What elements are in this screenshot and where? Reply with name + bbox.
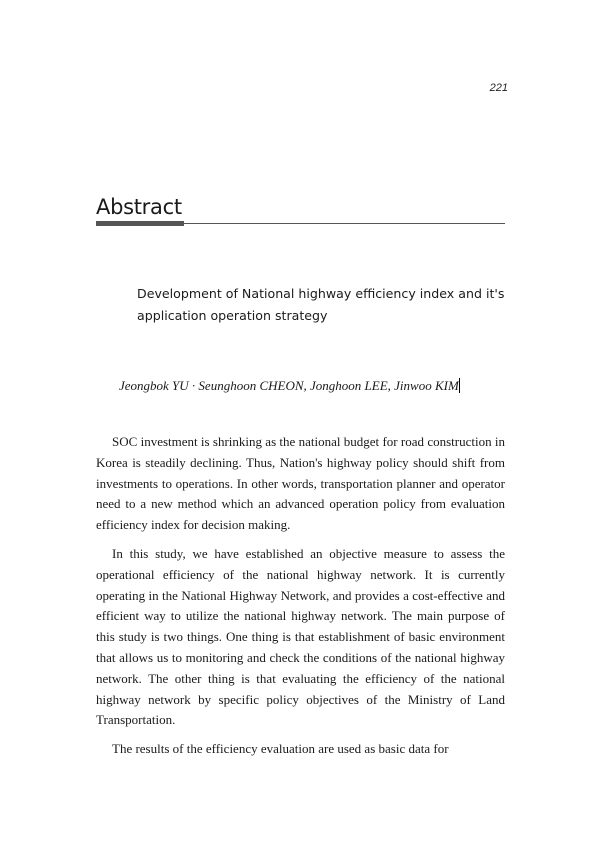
abstract-paragraph: The results of the efficiency evaluation are used as basic data for	[112, 741, 449, 757]
text-cursor	[459, 378, 460, 393]
author-line	[119, 378, 505, 394]
abstract-heading: Abstract	[96, 195, 182, 219]
heading-rule-accent	[96, 221, 184, 226]
paper-title: Development of National highway efficiency index and it's application operation strategy	[137, 286, 505, 323]
abstract-paragraph: SOC investment is shrinking as the national budget for road construction in Korea is steadily declining. Thus, Nation's highway policy should shift from investments to operations. In other words, transportation planner and operator need to a new method which an advanced operation policy from evaluation efficiency index for decision making.	[96, 434, 505, 533]
page-number: 221	[489, 82, 508, 94]
abstract-paragraph: In this study, we have established an objective measure to assess the operational efficiency of the national highway network. It is currently operating in the National Highway Network, and provides a cost-effective and efficient way to utilize the national highway network. The main purpose of this study is two things. One thing is that establishment of basic environment that allows us to monitoring and check the conditions of the national highway network. The other thing is that evaluating the efficiency of the national highway network by specific policy objectives of the Ministry of Land Transportation.	[96, 545, 505, 728]
author-names: Jeongbok YU · Seunghoon CHEON, Jonghoon LEE, Jinwoo KIM	[119, 378, 459, 393]
abstract-body	[96, 432, 505, 768]
